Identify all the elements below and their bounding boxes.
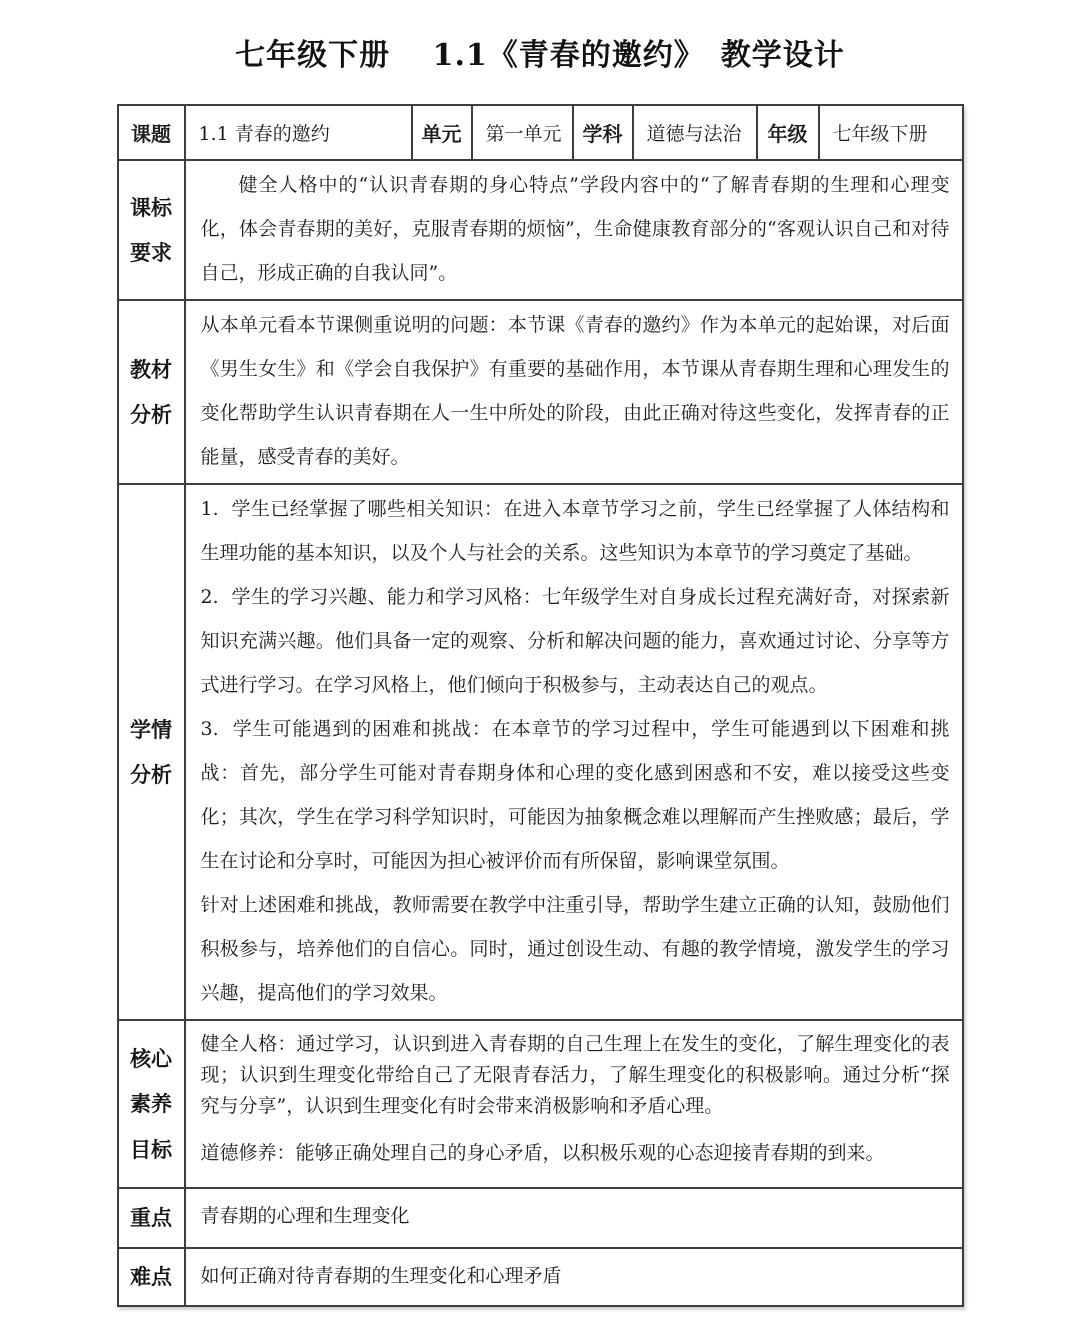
paragraph: 3. 学生可能遇到的困难和挑战：在本章节的学习过程中，学生可能遇到以下困难和挑战：首先，部分学生可能对青春期身体和心理的变化感到困惑和不安，难以接受这些变化；其次，学生在学习科学知识时，可能因为抽象概念难以理解而产生挫败感；最后，学生在讨论和分享时，可能因为担心被评价而有所保留，影响课堂氛围。 xyxy=(200,718,950,872)
textbook-analysis-row xyxy=(118,300,963,484)
curriculum-standard-row xyxy=(118,160,963,300)
grade-value: 七年级下册 xyxy=(819,105,963,160)
subject-value: 道德与法治 xyxy=(633,105,757,160)
paragraph: 2. 学生的学习兴趣、能力和学习风格：七年级学生对自身成长过程充满好奇，对探索新知识充满兴趣。他们具备一定的观察、分析和解决问题的能力，喜欢通过讨论、分享等方式进行学习。在学习风格上，他们倾向于积极参与，主动表达自己的观点。 xyxy=(200,586,950,696)
topic-label: 课题 xyxy=(118,105,185,160)
grade-label: 年级 xyxy=(757,105,819,160)
page-title: 七年级下册 1.1《青春的邀约》 教学设计 xyxy=(235,38,845,73)
lesson-plan-table xyxy=(117,104,964,1307)
learner-analysis-label: 学情分析 xyxy=(118,484,185,1020)
paragraph: 道德修养：能够正确处理自己的身心矛盾，以积极乐观的心态迎接青春期的到来。 xyxy=(200,1142,885,1164)
key-point-row xyxy=(118,1188,963,1248)
difficult-point-row xyxy=(118,1248,963,1306)
learner-analysis-content xyxy=(185,484,963,1020)
difficult-point-value: 如何正确对待青春期的生理变化和心理矛盾 xyxy=(185,1248,963,1306)
topic-value: 1.1 青春的邀约 xyxy=(185,105,412,160)
textbook-analysis-content xyxy=(185,300,963,484)
learner-analysis-row xyxy=(118,484,963,1020)
core-literacy-goals-label: 核心素养目标 xyxy=(118,1020,185,1188)
curriculum-standard-label: 课标要求 xyxy=(118,160,185,300)
info-row xyxy=(118,105,963,160)
key-point-label: 重点 xyxy=(118,1188,185,1248)
core-literacy-goals-row xyxy=(118,1020,963,1188)
unit-label: 单元 xyxy=(412,105,472,160)
curriculum-standard-content xyxy=(185,160,963,300)
paragraph: 针对上述困难和挑战，教师需要在教学中注重引导，帮助学生建立正确的认知，鼓励他们积极参与，培养他们的自信心。同时，通过创设生动、有趣的教学情境，激发学生的学习兴趣，提高他们的学习效果。 xyxy=(200,894,950,1004)
difficult-point-label: 难点 xyxy=(118,1248,185,1306)
subject-label: 学科 xyxy=(573,105,633,160)
key-point-value: 青春期的心理和生理变化 xyxy=(185,1188,963,1248)
core-literacy-goals-content xyxy=(185,1020,963,1188)
paragraph: 健全人格：通过学习，认识到进入青春期的自己生理上在发生的变化，了解生理变化的表现；认识到生理变化带给自己了无限青春活力，了解生理变化的积极影响。通过分析“探究与分享”，认识到生理变化有时会带来消极影响和矛盾心理。 xyxy=(200,1033,950,1117)
paragraph: 1. 学生已经掌握了哪些相关知识：在进入本章节学习之前，学生已经掌握了人体结构和生理功能的基本知识，以及个人与社会的关系。这些知识为本章节的学习奠定了基础。 xyxy=(200,498,950,564)
paragraph: 从本单元看本节课侧重说明的问题：本节课《青春的邀约》作为本单元的起始课，对后面《男生女生》和《学会自我保护》有重要的基础作用，本节课从青春期生理和心理发生的变化帮助学生认识青春期在人一生中所处的阶段，由此正确对待这些变化，发挥青春的正能量，感受青春的美好。 xyxy=(200,314,950,468)
unit-value: 第一单元 xyxy=(472,105,573,160)
paragraph: 健全人格中的“认识青春期的身心特点”学段内容中的“了解青春期的生理和心理变化，体会青春期的美好，克服青春期的烦恼”，生命健康教育部分的“客观认识自己和对待自己，形成正确的自我认同”。 xyxy=(200,174,950,284)
textbook-analysis-label: 教材分析 xyxy=(118,300,185,484)
